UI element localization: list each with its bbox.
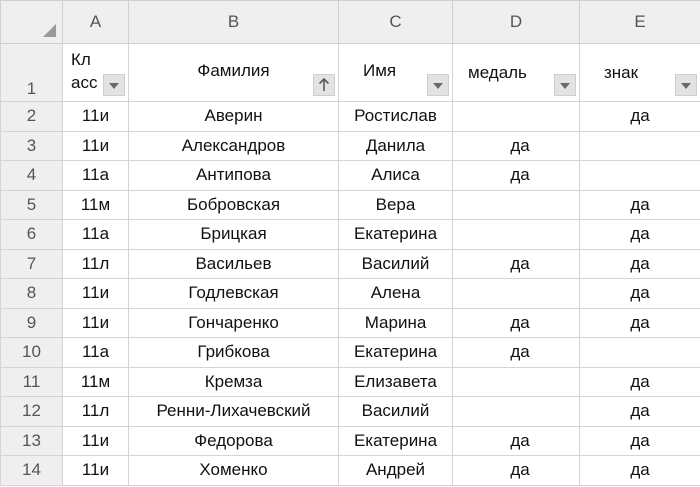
cell-surname[interactable] bbox=[129, 338, 339, 368]
cell-value-surname: Антипова bbox=[196, 165, 271, 185]
cell-surname[interactable] bbox=[129, 249, 339, 279]
header-label-medal: медаль bbox=[468, 63, 527, 82]
cell-value-class: 11а bbox=[81, 224, 110, 244]
header-cell-name[interactable] bbox=[339, 44, 453, 102]
cell-class[interactable] bbox=[63, 279, 129, 309]
cell-value-name: Ростислав bbox=[354, 106, 437, 126]
cell-value-badge: да bbox=[630, 253, 650, 273]
cell-medal[interactable] bbox=[453, 249, 580, 279]
cell-name[interactable] bbox=[339, 367, 453, 397]
cell-badge[interactable] bbox=[580, 131, 700, 161]
cell-medal[interactable] bbox=[453, 367, 580, 397]
cell-badge[interactable] bbox=[580, 397, 700, 427]
cell-class[interactable] bbox=[63, 426, 129, 456]
cell-value-surname: Хоменко bbox=[199, 460, 268, 480]
cell-value-name: Марина bbox=[364, 312, 427, 332]
cell-value-surname: Васильев bbox=[195, 253, 272, 273]
cell-badge[interactable] bbox=[580, 338, 700, 368]
cell-surname[interactable] bbox=[129, 426, 339, 456]
table-row bbox=[1, 102, 700, 132]
table-row bbox=[1, 456, 700, 486]
cell-medal[interactable] bbox=[453, 131, 580, 161]
table-row bbox=[1, 279, 700, 309]
cell-surname[interactable] bbox=[129, 308, 339, 338]
row-header[interactable]: 9 bbox=[1, 308, 63, 338]
table-row bbox=[1, 220, 700, 250]
cell-name[interactable] bbox=[339, 131, 453, 161]
cell-value-medal: да bbox=[510, 253, 530, 273]
cell-value-medal: да bbox=[510, 460, 530, 480]
table-row bbox=[1, 397, 700, 427]
cell-medal[interactable] bbox=[453, 456, 580, 486]
cell-class[interactable] bbox=[63, 220, 129, 250]
filter-dropdown-badge-icon[interactable] bbox=[675, 74, 697, 96]
row-header[interactable]: 5 bbox=[1, 190, 63, 220]
cell-value-class: 11а bbox=[81, 165, 110, 185]
table-row bbox=[1, 367, 700, 397]
cell-value-medal: да bbox=[510, 312, 530, 332]
cell-value-badge: да bbox=[630, 371, 650, 391]
cell-value-surname: Федорова bbox=[194, 430, 273, 450]
cell-class[interactable] bbox=[63, 102, 129, 132]
cell-badge[interactable] bbox=[580, 308, 700, 338]
cell-value-surname: Кремза bbox=[204, 371, 263, 391]
header-cell-badge[interactable] bbox=[580, 44, 700, 102]
cell-badge[interactable] bbox=[580, 190, 700, 220]
cell-surname[interactable] bbox=[129, 131, 339, 161]
table-row bbox=[1, 338, 700, 368]
table-row bbox=[1, 131, 700, 161]
cell-name[interactable] bbox=[339, 338, 453, 368]
row-header[interactable]: 8 bbox=[1, 279, 63, 309]
cell-value-surname: Ренни-Лихачевский bbox=[156, 401, 311, 421]
cell-value-surname: Гончаренко bbox=[188, 312, 279, 332]
cell-surname[interactable] bbox=[129, 220, 339, 250]
cell-name[interactable] bbox=[339, 456, 453, 486]
column-header-c[interactable]: C bbox=[339, 1, 453, 44]
cell-value-name: Екатерина bbox=[353, 342, 438, 362]
header-cell-class[interactable] bbox=[63, 44, 129, 102]
cell-value-class: 11л bbox=[81, 253, 110, 273]
cell-value-class: 11м bbox=[80, 194, 111, 214]
cell-badge[interactable] bbox=[580, 102, 700, 132]
cell-badge[interactable] bbox=[580, 367, 700, 397]
row-header[interactable]: 12 bbox=[1, 397, 63, 427]
cell-value-name: Екатерина bbox=[353, 224, 438, 244]
cell-value-badge: да bbox=[630, 401, 650, 421]
row-header[interactable]: 3 bbox=[1, 131, 63, 161]
cell-value-class: 11и bbox=[81, 106, 110, 126]
cell-value-medal: да bbox=[510, 342, 530, 362]
cell-value-medal: да bbox=[510, 430, 530, 450]
header-cell-medal[interactable] bbox=[453, 44, 580, 102]
cell-value-class: 11и bbox=[81, 312, 110, 332]
cell-value-badge: да bbox=[630, 460, 650, 480]
select-all-corner[interactable] bbox=[1, 1, 63, 44]
table-row bbox=[1, 190, 700, 220]
cell-value-name: Алиса bbox=[371, 165, 420, 185]
cell-surname[interactable] bbox=[129, 279, 339, 309]
cell-medal[interactable] bbox=[453, 161, 580, 191]
cell-value-surname: Бобровская bbox=[186, 194, 281, 214]
cell-class[interactable] bbox=[63, 308, 129, 338]
cell-value-name: Елизавета bbox=[354, 371, 437, 391]
cell-value-medal: да bbox=[510, 135, 530, 155]
cell-name[interactable] bbox=[339, 426, 453, 456]
table-row bbox=[1, 426, 700, 456]
row-header[interactable]: 4 bbox=[1, 161, 63, 191]
cell-name[interactable] bbox=[339, 397, 453, 427]
cell-value-name: Василий bbox=[361, 253, 430, 273]
header-label-surname: Фамилия bbox=[197, 61, 270, 80]
cell-value-surname: Брицкая bbox=[200, 224, 267, 244]
cell-surname[interactable] bbox=[129, 190, 339, 220]
cell-value-class: 11и bbox=[81, 283, 110, 303]
table-row bbox=[1, 161, 700, 191]
filter-dropdown-class-icon[interactable] bbox=[103, 74, 125, 96]
cell-medal[interactable] bbox=[453, 426, 580, 456]
cell-medal[interactable] bbox=[453, 190, 580, 220]
cell-name[interactable] bbox=[339, 308, 453, 338]
cell-surname[interactable] bbox=[129, 161, 339, 191]
cell-class[interactable] bbox=[63, 338, 129, 368]
row-header[interactable]: 11 bbox=[1, 367, 63, 397]
row-header[interactable]: 2 bbox=[1, 102, 63, 132]
cell-value-name: Данила bbox=[365, 135, 426, 155]
column-header-a[interactable]: A bbox=[63, 1, 129, 44]
cell-class[interactable] bbox=[63, 456, 129, 486]
column-header-d[interactable]: D bbox=[453, 1, 580, 44]
row-header-1[interactable]: 1 bbox=[1, 44, 63, 102]
cell-medal[interactable] bbox=[453, 308, 580, 338]
cell-value-medal: да bbox=[510, 165, 530, 185]
cell-value-surname: Александров bbox=[181, 135, 286, 155]
table-row bbox=[1, 249, 700, 279]
cell-value-badge: да bbox=[630, 194, 650, 214]
cell-value-class: 11л bbox=[81, 401, 110, 421]
column-header-b[interactable]: B bbox=[129, 1, 339, 44]
row-header[interactable]: 13 bbox=[1, 426, 63, 456]
filter-dropdown-medal-icon[interactable] bbox=[554, 74, 576, 96]
cell-value-surname: Аверин bbox=[204, 106, 263, 126]
cell-value-badge: да bbox=[630, 224, 650, 244]
cell-badge[interactable] bbox=[580, 426, 700, 456]
cell-value-name: Екатерина bbox=[353, 430, 438, 450]
cell-value-surname: Грибкова bbox=[197, 342, 270, 362]
cell-value-class: 11м bbox=[80, 371, 111, 391]
cell-value-name: Алена bbox=[370, 283, 421, 303]
cell-surname[interactable] bbox=[129, 102, 339, 132]
header-label-class: Кл асс bbox=[71, 50, 98, 92]
cell-name[interactable] bbox=[339, 279, 453, 309]
filter-dropdown-name-icon[interactable] bbox=[427, 74, 449, 96]
cell-name[interactable] bbox=[339, 102, 453, 132]
column-header-e[interactable]: E bbox=[580, 1, 700, 44]
cell-value-badge: да bbox=[630, 106, 650, 126]
cell-value-class: 11и bbox=[81, 430, 110, 450]
cell-name[interactable] bbox=[339, 161, 453, 191]
cell-medal[interactable] bbox=[453, 397, 580, 427]
cell-badge[interactable] bbox=[580, 279, 700, 309]
header-label-badge: знак bbox=[604, 63, 639, 82]
cell-value-surname: Годлевская bbox=[188, 283, 279, 303]
cell-value-class: 11и bbox=[81, 460, 110, 480]
column-header-row bbox=[1, 1, 700, 44]
cell-value-name: Андрей bbox=[365, 460, 426, 480]
sort-ascending-surname-icon[interactable] bbox=[313, 74, 335, 96]
cell-class[interactable] bbox=[63, 190, 129, 220]
cell-value-class: 11а bbox=[81, 342, 110, 362]
cell-name[interactable] bbox=[339, 249, 453, 279]
cell-class[interactable] bbox=[63, 397, 129, 427]
cell-value-name: Василий bbox=[361, 401, 430, 421]
header-cell-surname[interactable] bbox=[129, 44, 339, 102]
cell-value-badge: да bbox=[630, 283, 650, 303]
select-all-triangle-icon bbox=[43, 24, 56, 37]
table-header-row bbox=[1, 44, 700, 102]
cell-surname[interactable] bbox=[129, 397, 339, 427]
cell-value-badge: да bbox=[630, 312, 650, 332]
row-header[interactable]: 10 bbox=[1, 338, 63, 368]
cell-class[interactable] bbox=[63, 367, 129, 397]
row-header[interactable]: 7 bbox=[1, 249, 63, 279]
cell-badge[interactable] bbox=[580, 161, 700, 191]
cell-medal[interactable] bbox=[453, 279, 580, 309]
cell-medal[interactable] bbox=[453, 220, 580, 250]
cell-badge[interactable] bbox=[580, 249, 700, 279]
cell-value-name: Вера bbox=[375, 194, 416, 214]
row-header[interactable]: 14 bbox=[1, 456, 63, 486]
table-row bbox=[1, 308, 700, 338]
cell-value-badge: да bbox=[630, 430, 650, 450]
header-label-name: Имя bbox=[363, 61, 397, 80]
cell-badge[interactable] bbox=[580, 456, 700, 486]
cell-name[interactable] bbox=[339, 190, 453, 220]
cell-medal[interactable] bbox=[453, 102, 580, 132]
cell-badge[interactable] bbox=[580, 220, 700, 250]
cell-class[interactable] bbox=[63, 249, 129, 279]
row-header[interactable]: 6 bbox=[1, 220, 63, 250]
cell-class[interactable] bbox=[63, 131, 129, 161]
cell-class[interactable] bbox=[63, 161, 129, 191]
cell-value-class: 11и bbox=[81, 135, 110, 155]
cell-medal[interactable] bbox=[453, 338, 580, 368]
cell-surname[interactable] bbox=[129, 456, 339, 486]
cell-surname[interactable] bbox=[129, 367, 339, 397]
cell-name[interactable] bbox=[339, 220, 453, 250]
